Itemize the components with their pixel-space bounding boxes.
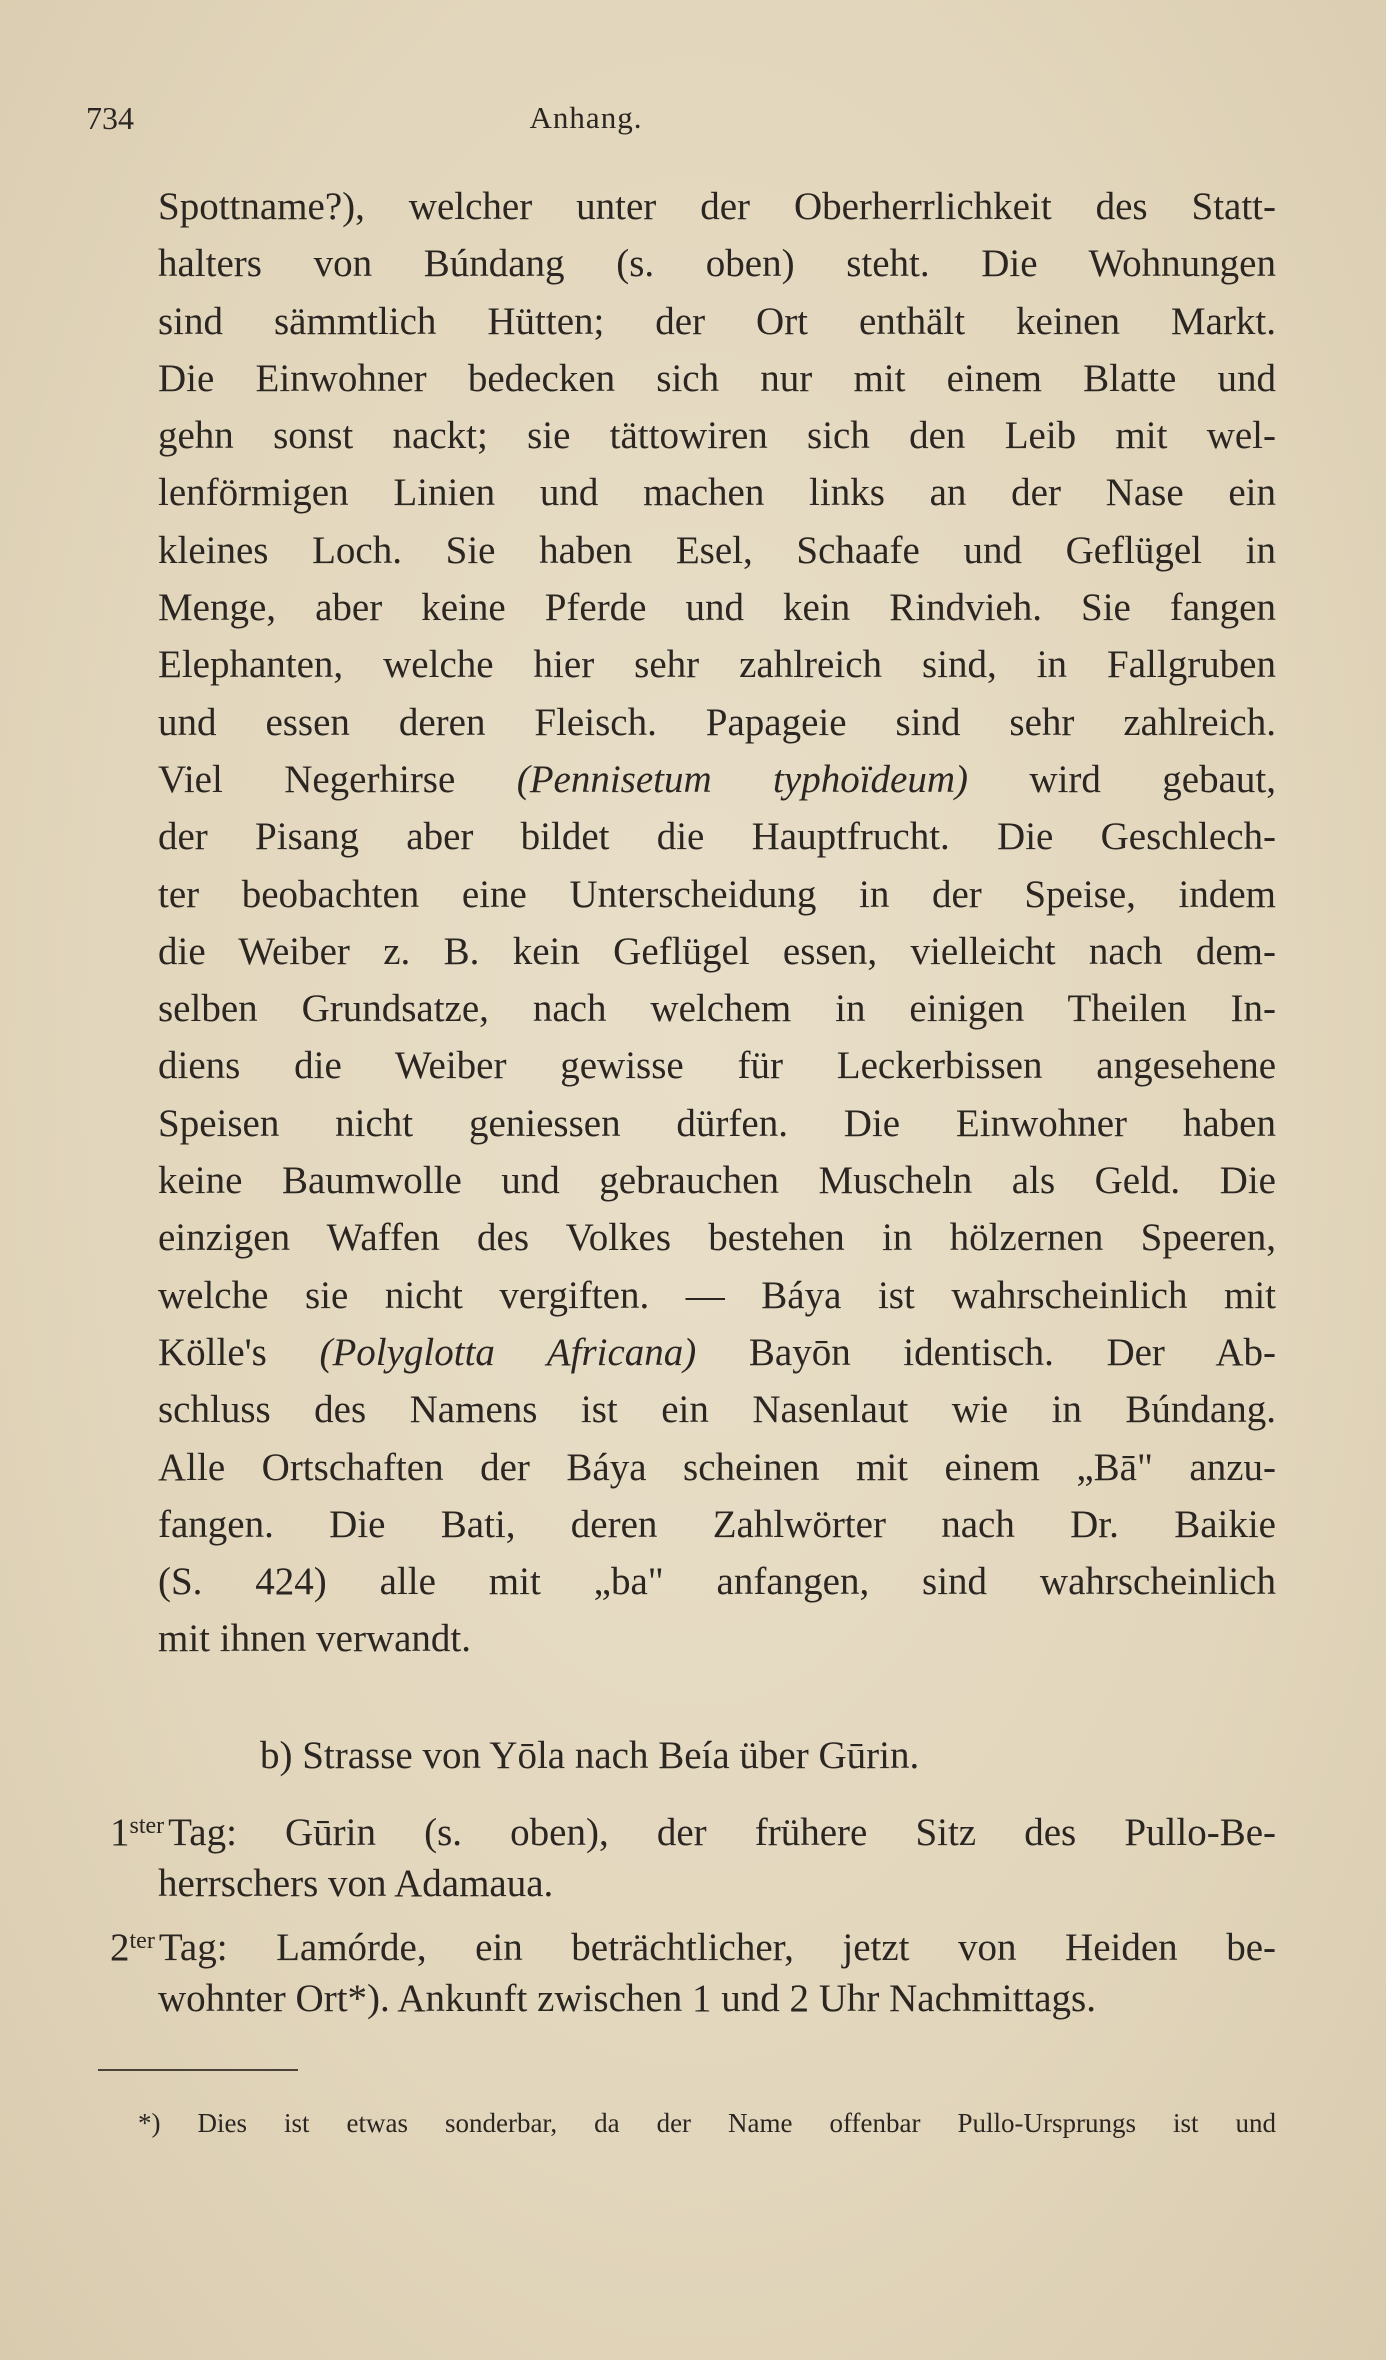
itinerary-line [110,1913,1276,1970]
day-label [110,1811,168,1854]
day-ordinal-suffix: ter [129,1927,155,1954]
text-line: Speisen nicht geniessen dürfen. Die Einwohner haben [158,1101,1276,1145]
text-line: ter beobachten eine Unterscheidung in der Speise, indem [158,872,1276,916]
text-line: kleines Loch. Sie haben Esel, Schaafe und Geflügel in [158,528,1276,572]
itinerary-day [110,1798,1276,1913]
day-ordinal: 1 [110,1811,130,1854]
itinerary-text: herrschers von Adamaua. [158,1862,554,1906]
text-line: keine Baumwolle und gebrauchen Muscheln als Geld. Die [158,1159,1276,1203]
day-ordinal: 2 [110,1925,130,1969]
itinerary-day [110,1913,1276,2028]
day-ordinal-suffix: ster [129,1813,165,1839]
itinerary-text: wohnter Ort*). Ankunft zwischen 1 und 2 Uhr Nachmittags. [158,1976,1096,2020]
text-line: selben Grundsatze, nach welchem in einigen Theilen In- [158,987,1276,1031]
itinerary-text: Tag: Lamórde, ein beträchtlicher, jetzt von Heiden be- [158,1925,1276,1969]
text-line: welche sie nicht vergiften. — Báya ist wahrscheinlich mit [158,1273,1276,1317]
itinerary-list [110,1798,1276,2027]
itinerary-line [110,1970,1276,2027]
text-line: Menge, aber keine Pferde und kein Rindvieh. Sie fangen [158,586,1276,630]
itinerary-line [110,1798,1276,1855]
footnote: *) Dies ist etwas sonderbar, da der Name offenbar Pullo-Ursprungs ist und [138,2108,1276,2138]
text-line: schluss des Namens ist ein Nasenlaut wie in Búndang. [158,1388,1276,1432]
text-line: fangen. Die Bati, deren Zahlwörter nach Dr. Baikie [158,1502,1276,1546]
text-line: Die Einwohner bedecken sich nur mit einem Blatte und [158,356,1276,400]
running-head: Anhang. [529,100,643,135]
text-line: diens die Weiber gewisse für Leckerbissen angesehene [158,1044,1276,1088]
itinerary-text: Tag: Gūrin (s. oben), der frühere Sitz des Pullo-Be- [168,1811,1276,1854]
text-line: Kölle's (Polyglotta Africana) Bayōn identisch. Der Ab- [158,1330,1276,1374]
text-line: einzigen Waffen des Volkes bestehen in hölzernen Speeren, [158,1216,1276,1260]
footnote-rule [98,2069,298,2071]
body-paragraph [158,178,1276,1668]
text-line: die Weiber z. B. kein Geflügel essen, vielleicht nach dem- [158,929,1276,973]
text-line: gehn sonst nackt; sie tättowiren sich den Leib mit wel- [158,414,1276,458]
text-line: (S. 424) alle mit „ba" anfangen, sind wahrscheinlich [158,1560,1276,1604]
day-label [110,1926,159,1969]
text-line: Alle Ortschaften der Báya scheinen mit einem „Bā" anzu- [158,1445,1276,1489]
text-line: der Pisang aber bildet die Hauptfrucht. Die Geschlech- [158,815,1276,859]
text-line: Viel Negerhirse (Pennisetum typhoïdeum) wird gebaut, [158,757,1276,801]
text-line: mit ihnen verwandt. [158,1617,472,1661]
text-line: lenförmigen Linien und machen links an der Nase ein [158,471,1276,515]
page-number: 734 [86,100,134,136]
section-heading [158,1727,1276,1784]
text-line: sind sämmtlich Hütten; der Ort enthält keinen Markt. [158,299,1276,343]
text-line: und essen deren Fleisch. Papageie sind sehr zahlreich. [158,700,1276,744]
text-line: Spottname?), welcher unter der Oberherrlichkeit des Statt- [158,185,1276,228]
page-header [86,100,1276,150]
text-line: Elephanten, welche hier sehr zahlreich sind, in Fallgruben [158,643,1276,687]
section-heading-text: b) Strasse von Yōla nach Beía über Gūrin. [260,1734,920,1777]
itinerary-line [110,1855,1276,1912]
text-line: halters von Búndang (s. oben) steht. Die Wohnungen [158,242,1276,286]
